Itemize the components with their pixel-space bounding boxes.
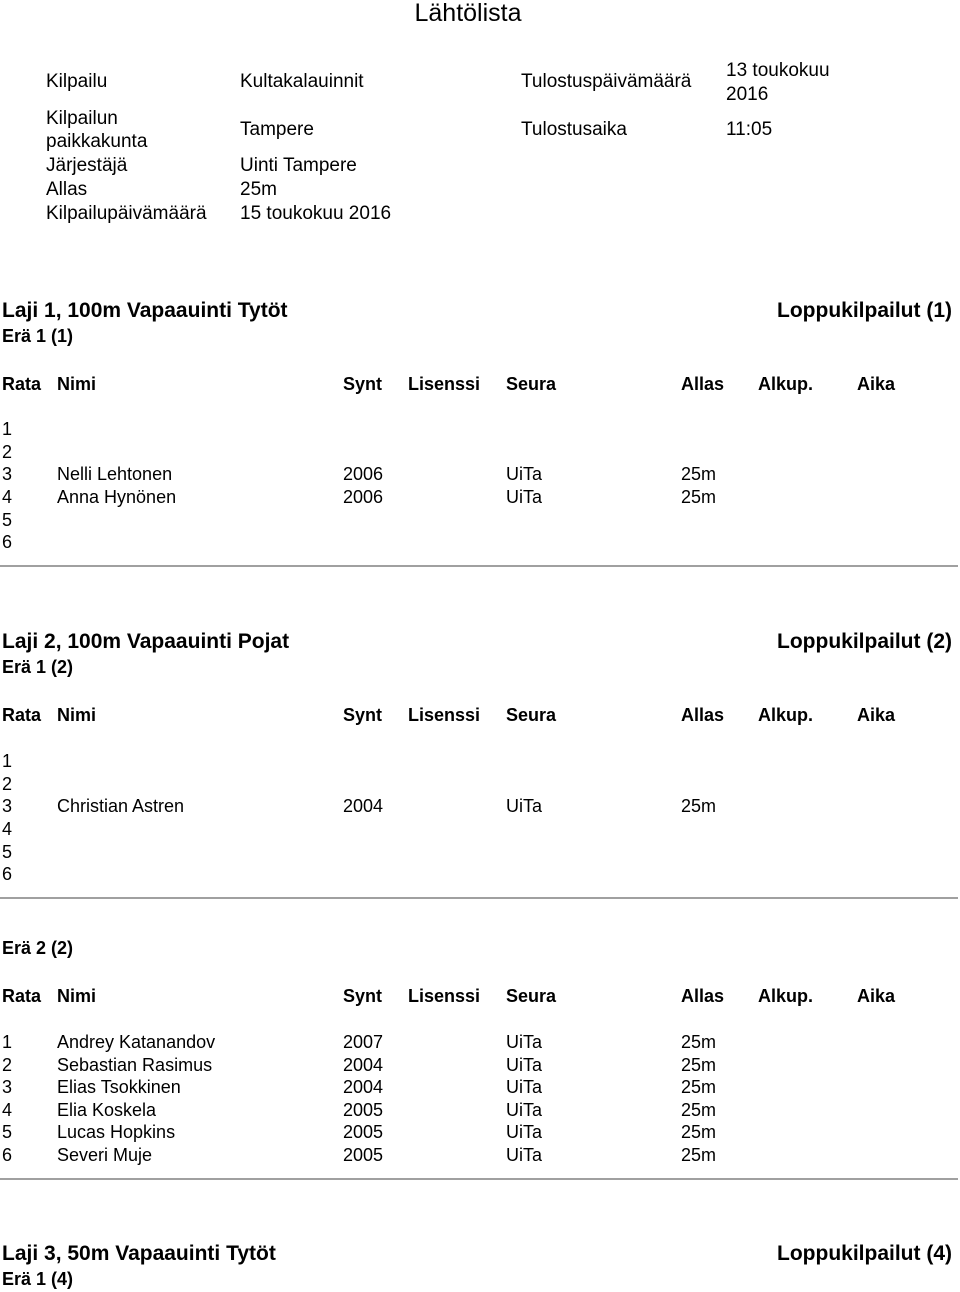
event-round: Loppukilpailut (2) [777, 630, 952, 653]
event-title: Laji 3, 50m Vapaauinti Tytöt [2, 1242, 276, 1265]
lane: 2 [2, 442, 13, 462]
col-aika: Aika [857, 986, 896, 1006]
pool: 25m [681, 1055, 717, 1075]
col-seura: Seura [506, 986, 557, 1006]
birth-year: 2005 [343, 1122, 384, 1142]
lane: 1 [2, 419, 13, 439]
col-nimi: Nimi [57, 374, 97, 394]
lane: 1 [2, 1032, 13, 1052]
col-aika: Aika [857, 374, 896, 394]
birth-year: 2004 [343, 1077, 384, 1097]
lane: 3 [2, 1077, 13, 1097]
pool: 25m [681, 1122, 717, 1142]
birth-year: 2006 [343, 464, 384, 484]
lane: 4 [2, 1100, 13, 1120]
pool: 25m [681, 1100, 717, 1120]
col-alkup: Alkup. [758, 374, 814, 394]
col-nimi: Nimi [57, 986, 97, 1006]
meta-tulostusaika-label: Tulostusaika [521, 119, 627, 140]
event-title: Laji 2, 100m Vapaauinti Pojat [2, 630, 290, 653]
col-synt: Synt [343, 705, 383, 725]
lane: 6 [2, 532, 13, 552]
birth-year: 2005 [343, 1100, 384, 1120]
meta-jarjestaja-value: Uinti Tampere [240, 155, 357, 176]
club: UiTa [506, 1032, 543, 1052]
club: UiTa [506, 1145, 543, 1165]
meta-tulostuspaiva-value-2: 2016 [726, 84, 769, 105]
swimmer-name: Elia Koskela [57, 1100, 157, 1120]
birth-year: 2004 [343, 1055, 384, 1075]
meta-tulostuspaiva-value-1: 13 toukokuu [726, 60, 830, 81]
col-alkup: Alkup. [758, 986, 814, 1006]
meta-kilpailu-label: Kilpailu [46, 71, 108, 92]
col-lisenssi: Lisenssi [408, 705, 481, 725]
col-allas: Allas [681, 986, 725, 1006]
event-title: Laji 1, 100m Vapaauinti Tytöt [2, 299, 288, 322]
event-round: Loppukilpailut (1) [777, 299, 952, 322]
col-rata: Rata [2, 374, 42, 394]
club: UiTa [506, 487, 543, 507]
lane: 5 [2, 842, 13, 862]
heat-title: Erä 1 (2) [2, 657, 74, 677]
swimmer-name: Lucas Hopkins [57, 1122, 176, 1142]
heat-title: Erä 2 (2) [2, 938, 74, 958]
lane: 5 [2, 1122, 13, 1142]
meta-tulostusaika-value: 11:05 [726, 119, 773, 140]
birth-year: 2005 [343, 1145, 384, 1165]
lane: 5 [2, 510, 13, 530]
pool: 25m [681, 1032, 717, 1052]
meta-tulostuspaiva-label: Tulostuspäivämäärä [521, 71, 692, 92]
pool: 25m [681, 1145, 717, 1165]
pool: 25m [681, 464, 717, 484]
section-divider [0, 565, 958, 567]
meta-paikkakunta-label-1: Kilpailun [46, 108, 118, 129]
col-allas: Allas [681, 705, 725, 725]
birth-year: 2007 [343, 1032, 384, 1052]
col-rata: Rata [2, 705, 42, 725]
club: UiTa [506, 1055, 543, 1075]
col-seura: Seura [506, 705, 557, 725]
meta-jarjestaja-label: Järjestäjä [46, 155, 128, 176]
heat-title: Erä 1 (1) [2, 326, 74, 346]
lane: 2 [2, 774, 13, 794]
meta-paikkakunta-value: Tampere [240, 119, 314, 140]
meta-kilpailupaiva-value: 15 toukokuu 2016 [240, 203, 392, 224]
col-lisenssi: Lisenssi [408, 374, 481, 394]
club: UiTa [506, 464, 543, 484]
meta-paikkakunta-label-2: paikkakunta [46, 131, 148, 152]
pool: 25m [681, 796, 717, 816]
col-aika: Aika [857, 705, 896, 725]
birth-year: 2004 [343, 796, 384, 816]
pool: 25m [681, 1077, 717, 1097]
meta-allas-label: Allas [46, 179, 88, 200]
swimmer-name: Andrey Katanandov [57, 1032, 216, 1052]
lane: 6 [2, 864, 13, 884]
col-lisenssi: Lisenssi [408, 986, 481, 1006]
birth-year: 2006 [343, 487, 384, 507]
col-seura: Seura [506, 374, 557, 394]
col-alkup: Alkup. [758, 705, 814, 725]
section-divider [0, 1178, 958, 1180]
club: UiTa [506, 1100, 543, 1120]
col-synt: Synt [343, 986, 383, 1006]
club: UiTa [506, 796, 543, 816]
swimmer-name: Sebastian Rasimus [57, 1055, 213, 1075]
col-rata: Rata [2, 986, 42, 1006]
col-synt: Synt [343, 374, 383, 394]
lane: 3 [2, 796, 13, 816]
swimmer-name: Anna Hynönen [57, 487, 177, 507]
swimmer-name: Christian Astren [57, 796, 185, 816]
lane: 1 [2, 751, 13, 771]
page-title: Lähtölista [414, 0, 522, 27]
meta-kilpailu-value: Kultakalauinnit [240, 71, 364, 92]
lane: 3 [2, 464, 13, 484]
club: UiTa [506, 1122, 543, 1142]
club: UiTa [506, 1077, 543, 1097]
lane: 4 [2, 819, 13, 839]
col-nimi: Nimi [57, 705, 97, 725]
meta-allas-value: 25m [240, 179, 277, 200]
lane: 6 [2, 1145, 13, 1165]
meta-kilpailupaiva-label: Kilpailupäivämäärä [46, 203, 207, 224]
pool: 25m [681, 487, 717, 507]
heat-title: Erä 1 (4) [2, 1269, 74, 1289]
lane: 4 [2, 487, 13, 507]
swimmer-name: Nelli Lehtonen [57, 464, 173, 484]
swimmer-name: Severi Muje [57, 1145, 153, 1165]
section-divider [0, 897, 958, 899]
event-round: Loppukilpailut (4) [777, 1242, 952, 1265]
lane: 2 [2, 1055, 13, 1075]
swimmer-name: Elias Tsokkinen [57, 1077, 181, 1097]
col-allas: Allas [681, 374, 725, 394]
